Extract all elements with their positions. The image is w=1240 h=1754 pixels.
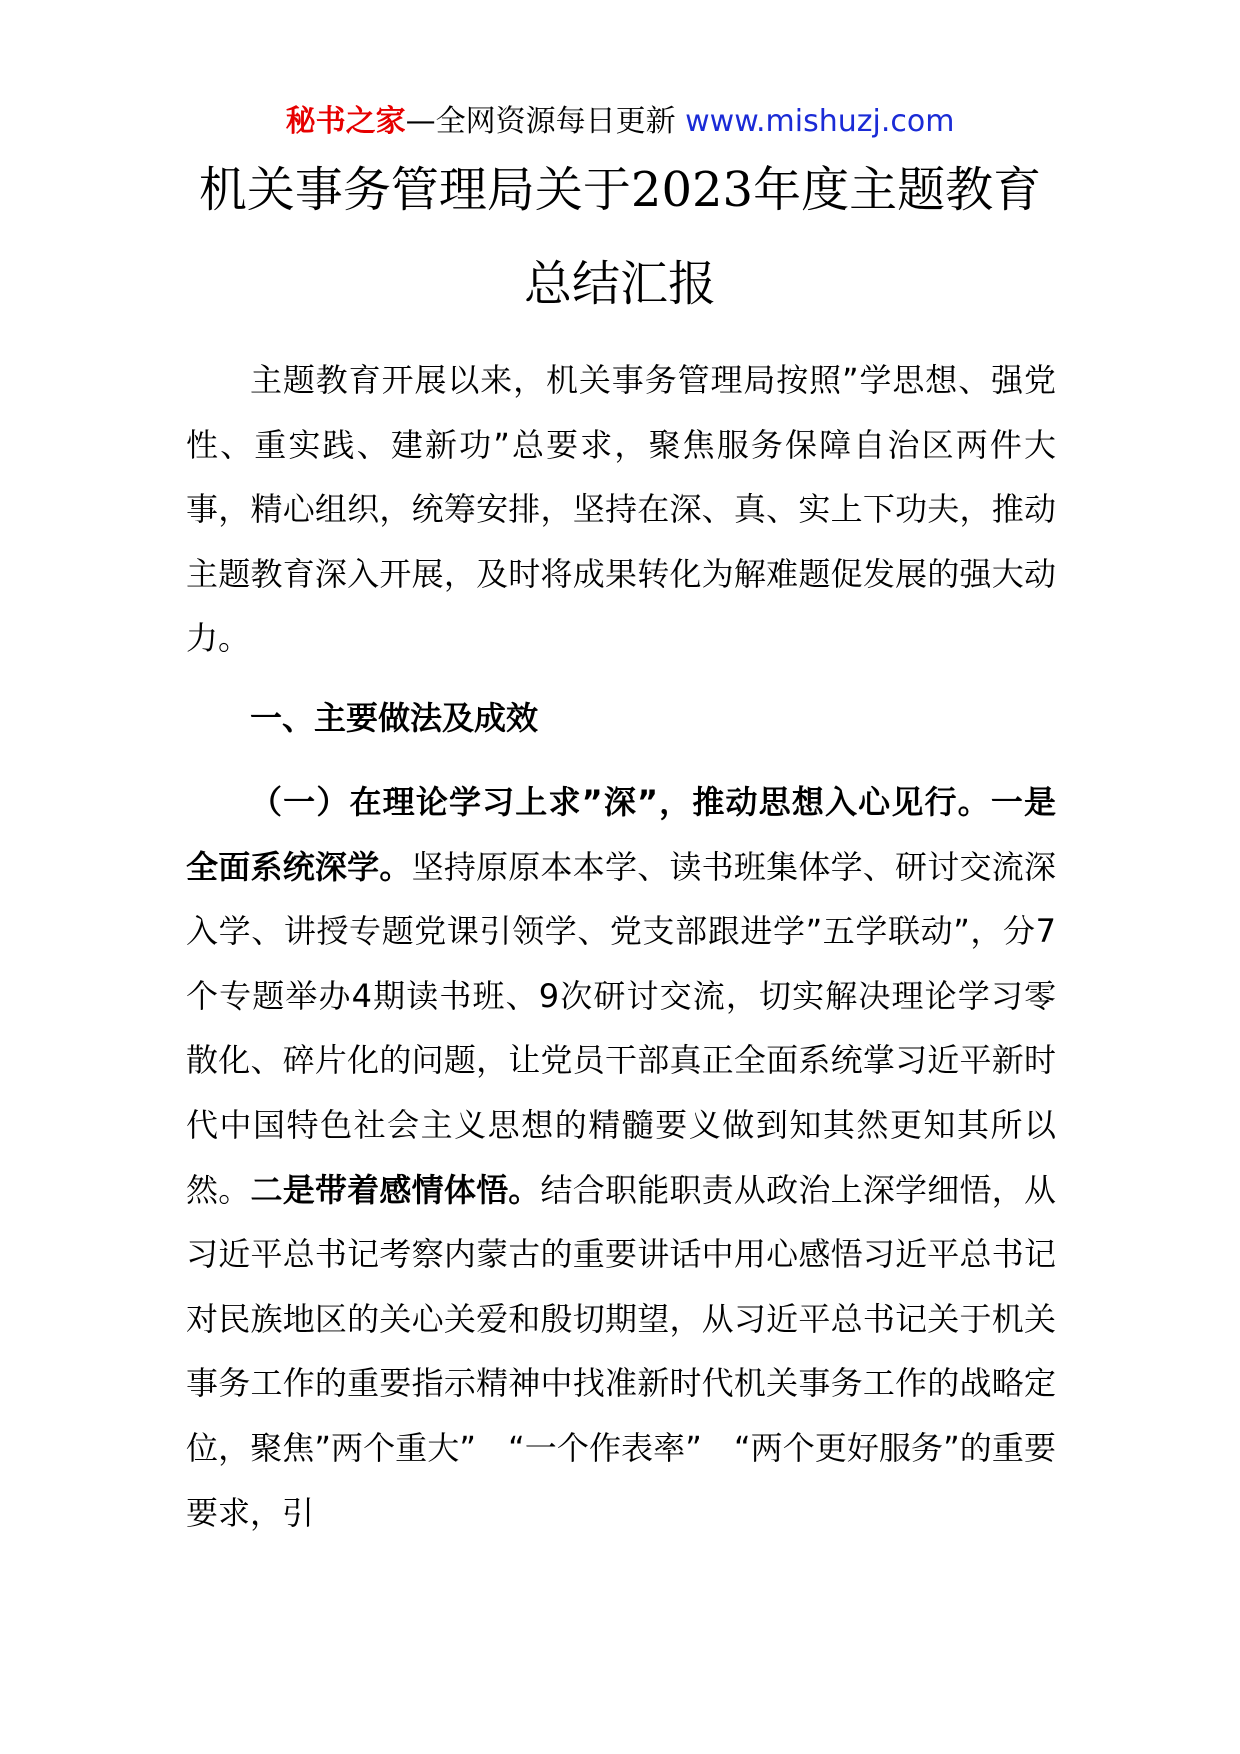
document-title-line-1: 机关事务管理局关于2023年度主题教育 <box>198 162 1042 218</box>
intro-paragraph: 主题教育开展以来，机关事务管理局按照”学思想、强党性、重实践、建新功”总要求，聚焦服务保障自治区两件大事，精心组织，统筹安排，坚持在深、真、实上下功夫，推动主题教育深入开展，及时将成果转化为解难题促发展的强大动力。 <box>186 361 1056 658</box>
header-tagline: —全网资源每日更新 <box>405 104 676 139</box>
point-two-lead: 二是带着感情体悟。 <box>250 1170 541 1209</box>
point-one-lead: 一是全面系统深学。 <box>186 783 1056 886</box>
site-url-link[interactable]: www.mishuzj.com <box>685 104 955 139</box>
section-heading: 一、主要做法及成效 <box>250 699 539 737</box>
point-two-text: 结合职能职责从政治上深学细悟，从习近平总书记考察内蒙古的重要讲话中用心感悟习近平总书记对民族地区的关心关爱和殷切期望，从习近平总书记关于机关事务工作的重要指示精神中找准新时代机关事务工作的战略定位，聚焦”两个重大” “一个作表率” “两个更好服务”的重要要求，引 <box>186 1170 1056 1532</box>
document-title-line-2: 总结汇报 <box>523 256 716 312</box>
site-header <box>0 100 1240 144</box>
subsection-heading: （一）在理论学习上求”深”，推动思想入心见行。 <box>250 783 991 821</box>
brand-name: 秘书之家 <box>285 104 406 139</box>
point-one-text: 坚持原原本本学、读书班集体学、研讨交流深入学、讲授专题党课引领学、党支部跟进学”五学联动”，分7个专题举办4期读书班、9次研讨交流，切实解决理论学习零散化、碎片化的问题，让党员干部真正全面系统掌习近平新时代中国特色社会主义思想的精髓要义做到知其然更知其所以然。 <box>186 847 1056 1209</box>
body-paragraph <box>186 770 1056 1545</box>
